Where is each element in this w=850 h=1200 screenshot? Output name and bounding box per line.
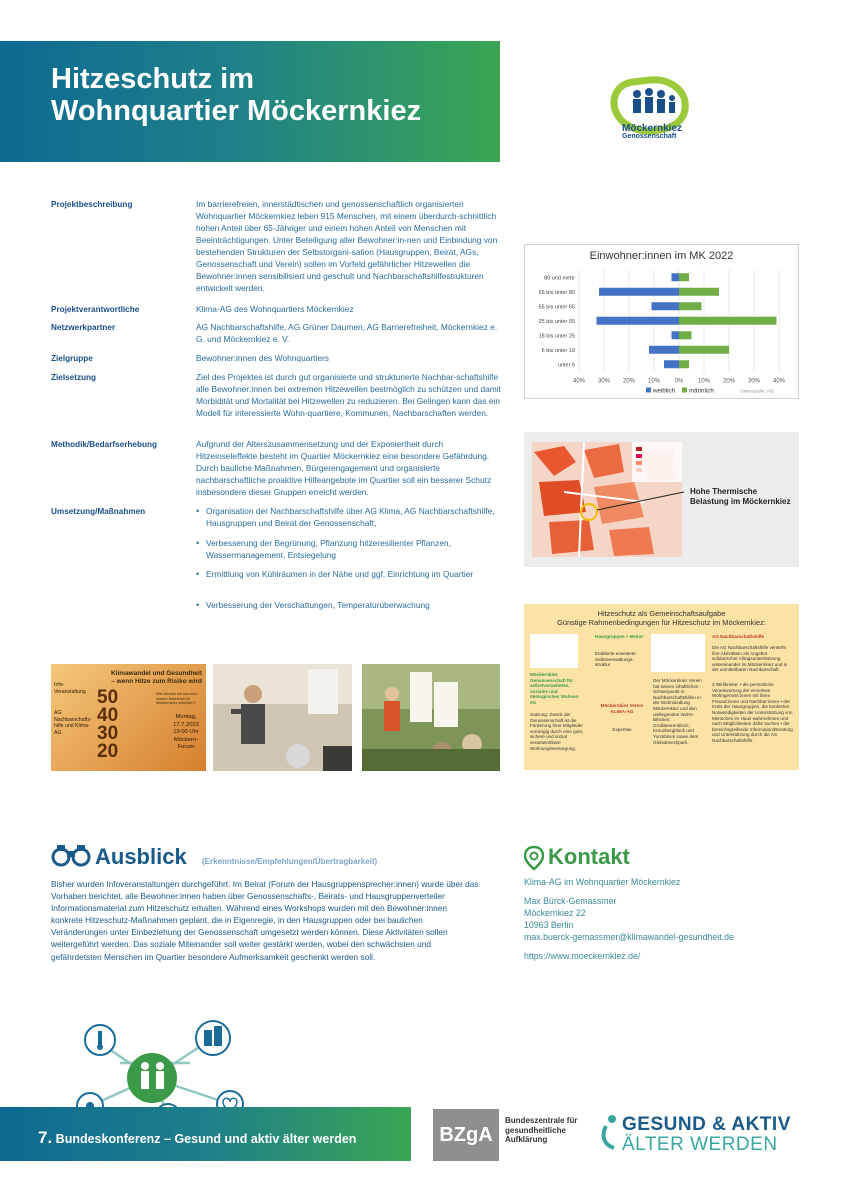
gesund-aktiv-logo-icon: [600, 1114, 620, 1152]
chart-bar: [597, 317, 680, 325]
kontakt-title: Kontakt: [548, 844, 630, 869]
info-col2-body: Etablierte erweiterte Selbstverwaltungs-struktur: [595, 651, 636, 668]
flyer-headline: Klimawandel und Gesundheit – wenn Hitze zum Risiko wird: [110, 670, 202, 685]
presentation-photo: [213, 664, 352, 771]
chart-legend-swatch: [682, 388, 687, 393]
text-netzwerkpartner: AG Nachbarschaftshilfe, AG Grüner Daumen, AG Barrierefreiheit, Möckernkiez e. G. und Möckernkiez e. V.: [196, 322, 498, 344]
chart-tick-label: 40%: [572, 378, 586, 385]
location-pin-icon: [524, 845, 544, 871]
chart-category-label: 65 bis unter 80: [538, 289, 575, 296]
chart-tick-label: 40%: [772, 378, 786, 385]
info-col2-head: Hausgruppen + Beirat: [595, 634, 643, 639]
chart-bar: [672, 273, 680, 281]
chart-legend-label: weiblich: [653, 387, 676, 395]
kontakt-street: Möckernkiez 22: [524, 908, 586, 918]
info-col1-head: Möckernkiez Genossenschaft für selbstverwaltetes, soziales und ökologisches Wohnen eG: [530, 672, 579, 705]
chart-bar: [679, 331, 692, 339]
flyer-date: Montag, 17.7.2023 19:00 Uhr Möckern-Forum: [173, 714, 199, 750]
chart-legend-label: männlich: [689, 387, 714, 395]
label-methodik: Methodik/Bedarfserhebung: [51, 440, 157, 449]
chart-tick-label: 30%: [747, 378, 761, 385]
chart-title: Einwohner:innen im MK 2022: [589, 250, 734, 262]
chart-category-label: unter 6: [557, 362, 575, 369]
conference-title: [38, 1128, 356, 1148]
info-logo-card: [530, 634, 578, 668]
chart-tick-label: 30%: [597, 378, 611, 385]
info-box-title: [524, 609, 799, 627]
brand-line-2: ÄLTER WERDEN: [622, 1134, 778, 1155]
chart-bar: [679, 346, 729, 354]
chart-bar: [649, 346, 679, 354]
flyer-side-2: AG Nachbarschafts-hilfe und Klima-AG: [54, 710, 92, 736]
bullet-dot: •: [196, 569, 200, 579]
chart-tick-label: 10%: [697, 378, 711, 385]
info-col1-body: Satzung: Zweck der Genossenschaft ist die Förderung ihrer Mitglieder vorrangig durch eine gute, sichere und sozial verantwortbare Wohnungsversorgung.: [530, 712, 584, 751]
chart-category-label: 6 bis unter 18: [541, 347, 575, 354]
chart-legend-swatch: [646, 388, 651, 393]
label-projektverantwortliche: Projektverantwortliche: [51, 305, 140, 314]
kontakt-web-link[interactable]: https://www.moeckernkiez.de/: [524, 951, 641, 961]
info-title-line-2: Günstige Rahmenbedingungen für Hitzeschutz im Möckernkiez:: [557, 618, 766, 627]
chart-bar: [679, 317, 777, 325]
text-projektbeschreibung: Im barrierefreien, innerstädtischen und genossenschaftlich organisierten Wohnquartier Möckernkiez leben 915 Menschen, mit einem überdurch-schnittlich hohen Anteil über 65-Jähriger und einem hohen Anteil von Menschen mit Beeinträchtigungen. Unter Beteiligung aller Bewohner:in-nen und Einbindung von bestehenden Strukturen der Selbstorgani-sation (Hausgruppen, Beirat, AGs, Genossenschaft und Verein) sollen im Vorfeld gefährlicher Hitzewellen die Bewohner:innen sensibilisiert und geschult und Nachbarschaftshilfestrukturen entwickelt werden.: [196, 199, 498, 293]
workshop-photo-graphic: [362, 664, 500, 771]
logo-subtitle: Genossenschaft: [622, 133, 677, 140]
kontakt-city: 10963 Berlin: [524, 920, 574, 930]
umsetzung-item-4: Verbesserung der Verschattungen, Temperaturüberwachung: [206, 600, 430, 610]
chart-bar: [664, 360, 679, 368]
info-col4-head: AG Nachbarschaftshilfe: [712, 634, 765, 639]
chart-bar: [599, 288, 679, 296]
kontakt-email-link[interactable]: max.buerck-gemassmer@klimawandel-gesundheit.de: [524, 932, 734, 942]
list-item: [196, 505, 506, 529]
map-label-line-1: Hohe Thermische: [690, 487, 758, 496]
info-col2-expertise: Expertise: [612, 727, 632, 732]
chart-tick-label: 0%: [674, 378, 684, 385]
list-item: [196, 537, 506, 561]
list-item: [196, 568, 506, 580]
binoculars-icon: [51, 843, 91, 867]
ausblick-text: Bisher wurden Infoveranstaltungen durchgeführt. Im Beirat (Forum der Hausgruppensprecher:innen) wurde über das Vorhaben berichtet, alle Bewohner:innen haben über Genossenschafts-, Beirats- und Hausgruppenverteiler Informationsmaterial zum Hitzeschutz erhalten. Während eines Workshops wurden mit den Bewohner:innen konkrete Hitzeschutz-Maßnahmen geplant, die in Eigenregie, in den Hausgruppen oder bei baulichen Veränderungen unter Einbeziehung der Genossenschaft umgesetzt werden können. Diese Aktivitäten sollen weitergeführt werden. Das soziale Miteinander soll weiter gestärkt werden, wobei den schwächsten und gefährdetsten Menschen im Quartier besondere Aufmerksamkeit geschenkt werden soll.: [51, 879, 479, 962]
bullet-dot: •: [196, 506, 200, 516]
map-label-line-2: Belastung im Möckernkiez: [690, 497, 791, 506]
chart-tick-label: 20%: [622, 378, 636, 385]
bullet-dot: •: [196, 600, 200, 610]
chart-tick-label: 20%: [722, 378, 736, 385]
text-zielgruppe: Bewohner:innen des Wohnquartiers: [196, 353, 329, 363]
umsetzung-item-2: Verbesserung der Begrünung, Pflanzung hitzeresilienter Pflanzen, Wassermanagement, Entsiegelung: [206, 538, 451, 560]
chart-category-label: 55 bis unter 65: [538, 304, 575, 311]
bzga-logo-letters: BZgA: [439, 1124, 493, 1146]
presentation-photo-graphic: [213, 664, 352, 771]
brand-line-1: GESUND & AKTIV: [622, 1114, 791, 1135]
umsetzung-item-3: Ermittlung von Kühlräumen in der Nähe und ggf. Einrichtung im Quartier: [206, 569, 474, 579]
workshop-photo: [362, 664, 500, 771]
title-line-1: Hitzeschutz im: [51, 63, 255, 95]
flyer-thermometer-scale: 50 40 30 20: [97, 687, 119, 762]
chart-bar: [679, 360, 689, 368]
flyer-question: Wie können wir uns und unsere Nachbarn im Möckernkiez schützen?: [156, 692, 197, 706]
info-col4-list: 3 Wirkkreise: • die persönliche Verantwortung der einzelnen Wohngenoss:innen mit ihren Freund:innen und Nachbar:innen • der Kreis der Hausgruppen, die konkreten Notwendigkeiten der Unterstützung von Menschen im Haus wahrnehmen und nach Möglichkeiten dafür suchen • die bereichsgreifende Information/Beratung und Unterstützung durch die AG Nachbarschaftshilfe.: [712, 682, 793, 743]
chart-tick-label: 10%: [647, 378, 661, 385]
chart-bar: [679, 288, 719, 296]
info-col4-body: Die AG Nachbarschaftshilfe versteht ihre Aktivitäten als Angebot solidarischer Alltagsunterstützung untereinander im Möckernkiez und in der unmittelbaren Nachbarschaft.: [712, 645, 788, 673]
title-line-2: Wohnquartier Möckernkiez: [51, 95, 422, 127]
map-annotation: [690, 487, 790, 507]
logo-name: Möckernkiez: [622, 123, 683, 134]
kontakt-org: Klima-AG im Wohnquartier Möckernkiez: [524, 877, 681, 887]
chart-bar: [672, 331, 680, 339]
event-flyer-photo: [51, 664, 206, 771]
label-zielgruppe: Zielgruppe: [51, 354, 93, 363]
bullet-dot: •: [196, 538, 200, 548]
text-projektverantwortliche: Klima-AG des Wohnquartiers Möckernkiez: [196, 304, 354, 314]
chart-category-label: 18 bis unter 25: [538, 333, 575, 340]
chart-bar: [652, 302, 680, 310]
umsetzung-item-1: Organisation der Nachbarschaftshilfe über AG Klima, AG Nachbarschaftshilfe, Hausgruppen und Beirat der Genossenschaft,: [206, 506, 495, 528]
label-umsetzung: Umsetzung/Maßnahmen: [51, 507, 146, 516]
text-methodik: Aufgrund der Alterszusammensetzung und der Exponiertheit durch Hitzeinseleffekte besteht im Quartier Möckernkiez eine besondere Gefährdung. Durch bauliche Maßnahmen, Bürgerengagement und organisierte nachbarschaftliche proaktive Hilfeangebote im Quartier soll ein besserer Schutz insbesondere dieser Gruppen erreicht werden.: [196, 439, 492, 497]
flyer-side-1: Info-Veranstaltung: [54, 682, 86, 695]
ausblick-subtitle: (Erkenntnisse/Empfehlungen/Übertragbarkeit): [202, 857, 378, 866]
population-chart: [524, 266, 799, 399]
chart-bar: [679, 302, 702, 310]
info-title-line-1: Hitzeschutz als Gemeinschaftsaufgabe: [597, 609, 726, 618]
moeckernkiez-logo: [605, 72, 720, 162]
bzga-name: Bundeszentrale für gesundheitliche Aufklärung: [505, 1116, 578, 1144]
label-zielsetzung: Zielsetzung: [51, 373, 97, 382]
info-col3-body: Der Möckernkiez Verein hat seinen inhaltlichen Schwerpunkt in Nachbarschaftshilfen in der Wohnsiedlung Möckernkiez und den umliegenden Wohn-Blöcken: Großbeerenblock, Kreuzbergblock und Yorckblock sowie dem Gleisdreieckpark.: [653, 678, 702, 745]
text-zielsetzung: Ziel des Projektes ist durch gut organisierte und strukturierte Nachbar-schaftshilfe alle Bewohner:innen bei extremen Hitzewellen bestmöglich zu schützen und damit Morbidität und Mortalität bei Hitzewellen zu reduzieren. Bei Gelingen kann das ein Modell für interessierte Wohn-quartiere, Kommunen, Nachbarschaften werden.: [196, 372, 501, 418]
conference-number: 7.: [38, 1128, 53, 1147]
label-projektbeschreibung: Projektbeschreibung: [51, 200, 133, 209]
ausblick-title: Ausblick: [95, 844, 187, 869]
chart-bar: [679, 273, 689, 281]
kontakt-name: Max Bürck-Gemassmer: [524, 896, 617, 906]
chart-category-label: 25 bis unter 55: [538, 318, 575, 325]
chart-source-note: Datenquelle: AfS: [740, 388, 774, 394]
label-netzwerkpartner: Netzwerkpartner: [51, 323, 116, 332]
info-verein-logo-card: [651, 634, 705, 672]
page-title: [51, 63, 501, 127]
list-item: [196, 599, 506, 611]
conference-text: Bundeskonferenz – Gesund und aktiv älter werden: [55, 1132, 357, 1146]
chart-category-label: 80 und mehr: [544, 275, 575, 282]
info-col2-klima: Möckernkiez Verein KLIMA-AG: [600, 703, 644, 714]
